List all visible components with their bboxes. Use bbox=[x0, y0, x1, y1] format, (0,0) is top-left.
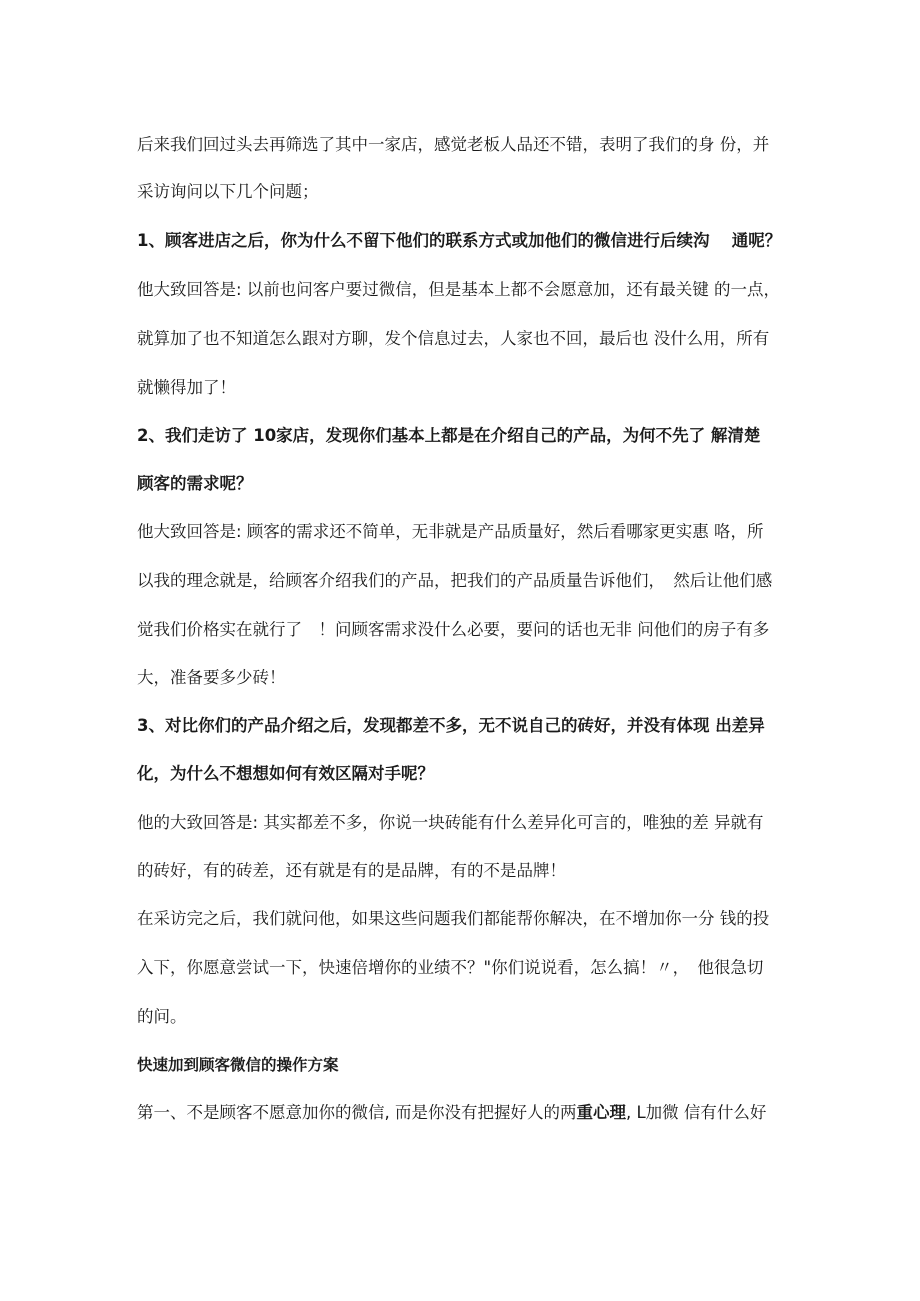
first-point-text-start: 第一、不是顾客不愿意加你的微信, 而是你没有把握好人的两 bbox=[137, 1103, 577, 1122]
question-3-line-1: 3、对比你们的产品介绍之后，发现都差不多，无不说自己的砖好，并没有体现 出差异 bbox=[137, 716, 765, 735]
question-1: 1、顾客进店之后，你为什么不留下他们的联系方式或加他们的微信进行后续沟 通呢？ bbox=[137, 231, 782, 250]
answer-3-line-1: 他的大致回答是: 其实都差不多，你说一块砖能有什么差异化可言的，唯独的差 异就有 bbox=[137, 813, 764, 832]
after-interview-line-1: 在采访完之后，我们就问他，如果这些问题我们都能帮你解决，在不增加你一分 钱的投 bbox=[137, 909, 770, 928]
answer-3-line-2: 的砖好，有的砖差，还有就是有的是品牌，有的不是品牌！ bbox=[137, 861, 566, 880]
answer-2-line-3: 觉我们价格实在就行了 ！问顾客需求没什么必要，要问的话也无非 问他们的房子有多 bbox=[137, 620, 770, 639]
question-2-line-1: 2、我们走访了 10家店，发现你们基本上都是在介绍自己的产品，为何不先了 解清楚 bbox=[137, 426, 761, 445]
after-interview-line-2: 入下，你愿意尝试一下，快速倍增你的业绩不？"你们说说看，怎么搞！〃， 他很急切 bbox=[137, 958, 764, 977]
first-point-paragraph bbox=[137, 1099, 787, 1127]
answer-2-line-1: 他大致回答是: 顾客的需求还不简单，无非就是产品质量好，然后看哪家更实惠 咯，所 bbox=[137, 522, 764, 541]
first-point-text-end: , L加微 信有什么好 bbox=[626, 1103, 767, 1122]
intro-line-2: 采访询问以下几个问题； bbox=[137, 182, 319, 201]
question-2-line-2: 顾客的需求呢？ bbox=[137, 474, 253, 493]
after-interview-line-3: 的问。 bbox=[137, 1007, 187, 1026]
first-point-bold-text: 重心理 bbox=[576, 1103, 626, 1122]
intro-line-1: 后来我们回过头去再筛选了其中一家店，感觉老板人品还不错，表明了我们的身 份，并 bbox=[137, 135, 770, 154]
answer-1-line-1: 他大致回答是: 以前也问客户要过微信，但是基本上都不会愿意加，还有最关键 的一点， bbox=[137, 280, 781, 299]
section-heading: 快速加到顾客微信的操作方案 bbox=[137, 1056, 339, 1074]
question-3-line-2: 化，为什么不想想如何有效区隔对手呢？ bbox=[137, 764, 434, 783]
answer-2-line-4: 大，准备要多少砖！ bbox=[137, 668, 286, 687]
answer-1-line-2: 就算加了也不知道怎么跟对方聊，发个信息过去，人家也不回，最后也 没什么用，所有 bbox=[137, 329, 770, 348]
answer-1-line-3: 就懒得加了！ bbox=[137, 378, 236, 397]
answer-2-line-2: 以我的理念就是，给顾客介绍我们的产品，把我们的产品质量告诉他们， 然后让他们感 bbox=[137, 571, 773, 590]
